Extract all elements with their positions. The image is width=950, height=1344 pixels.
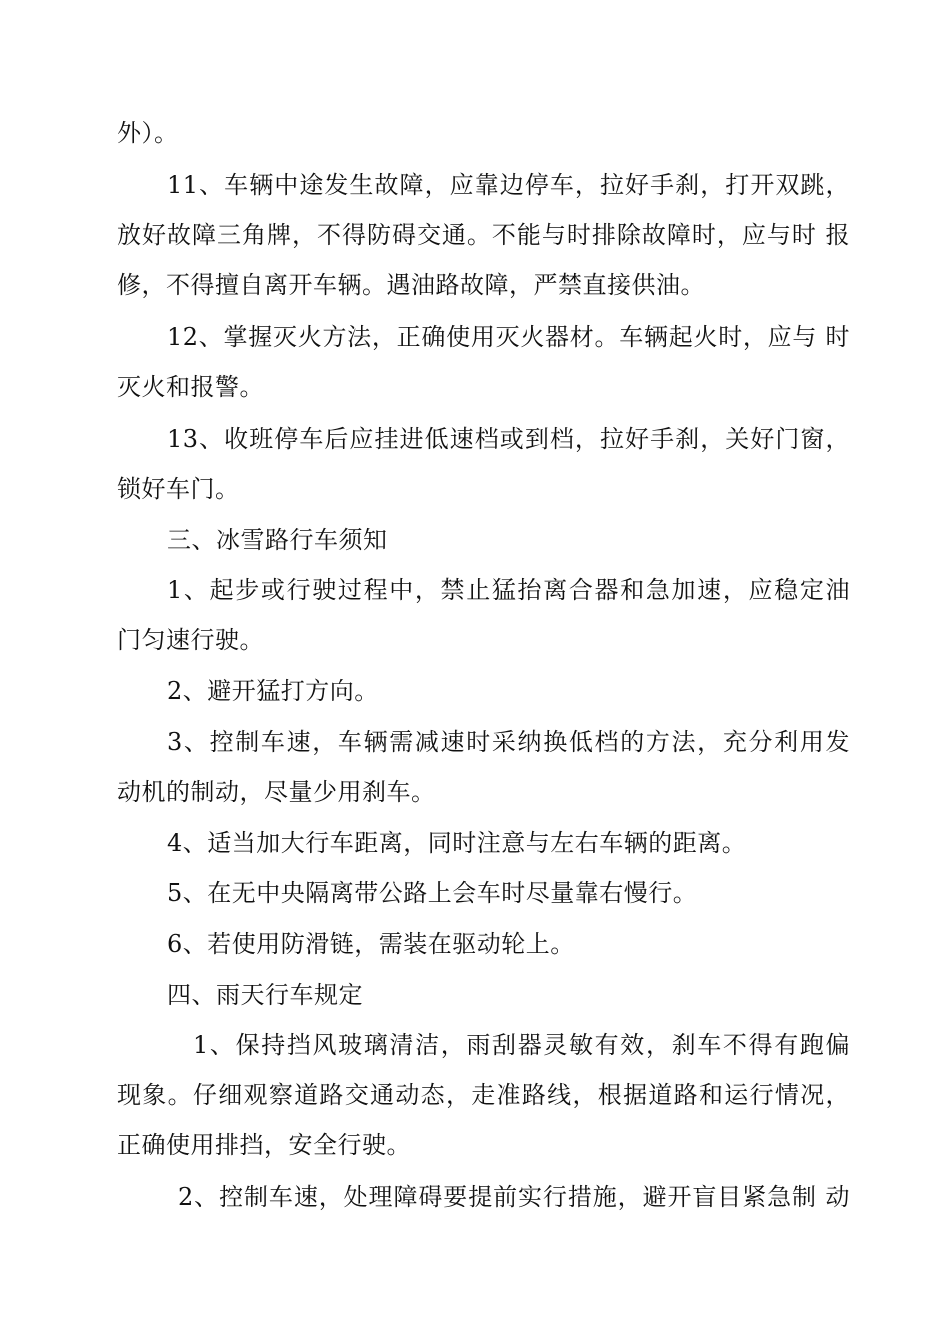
text-line-item-12-start: 12、掌握灭火方法，正确使用灭火器材。车辆起火时，应与 时: [167, 323, 850, 351]
text-line-continuation: 外）。: [117, 119, 179, 147]
text-line-ice-1-end: 门匀速行驶。: [117, 626, 264, 654]
text-line-item-11-end: 修，不得擅自离开车辆。遇油路故障，严禁直接供油。: [117, 271, 705, 299]
text-line-rain-2-start: 2、控制车速，处理障碍要提前实行措施，避开盲目紧急制 动: [178, 1183, 850, 1211]
text-line-ice-2: 2、避开猛打方向。: [167, 677, 379, 705]
text-line-ice-5: 5、在无中央隔离带公路上会车时尽量靠右慢行。: [167, 879, 698, 907]
text-line-item-13-start: 13、收班停车后应挂进低速档或到档，拉好手刹，关好门窗，: [167, 425, 850, 453]
text-line-item-11-middle: 放好故障三角牌，不得防碍交通。不能与时排除故障时，应与时 报: [117, 221, 850, 249]
text-line-item-12-end: 灭火和报警。: [117, 373, 264, 401]
section-heading-ice-snow: 三、冰雪路行车须知: [167, 526, 388, 554]
text-line-rain-1-start: 1、保持挡风玻璃清洁，雨刮器灵敏有效，刹车不得有跑偏: [193, 1031, 850, 1059]
text-line-ice-3-end: 动机的制动，尽量少用刹车。: [117, 778, 436, 806]
text-line-ice-3-start: 3、控制车速，车辆需减速时采纳换低档的方法，充分利用发: [167, 728, 850, 756]
text-line-item-13-end: 锁好车门。: [117, 475, 240, 503]
text-line-ice-1-start: 1、起步或行驶过程中，禁止猛抬离合器和急加速，应稳定油: [167, 576, 850, 604]
section-heading-rain: 四、雨天行车规定: [167, 981, 363, 1009]
text-line-rain-1-end: 正确使用排挡，安全行驶。: [117, 1131, 411, 1159]
text-line-ice-4: 4、适当加大行车距离，同时注意与左右车辆的距离。: [167, 829, 747, 857]
text-line-item-11-start: 11、车辆中途发生故障，应靠边停车，拉好手刹，打开双跳，: [167, 171, 850, 199]
text-line-rain-1-middle: 现象。仔细观察道路交通动态，走准路线，根据道路和运行情况，: [117, 1081, 850, 1109]
text-line-ice-6: 6、若使用防滑链，需装在驱动轮上。: [167, 930, 575, 958]
